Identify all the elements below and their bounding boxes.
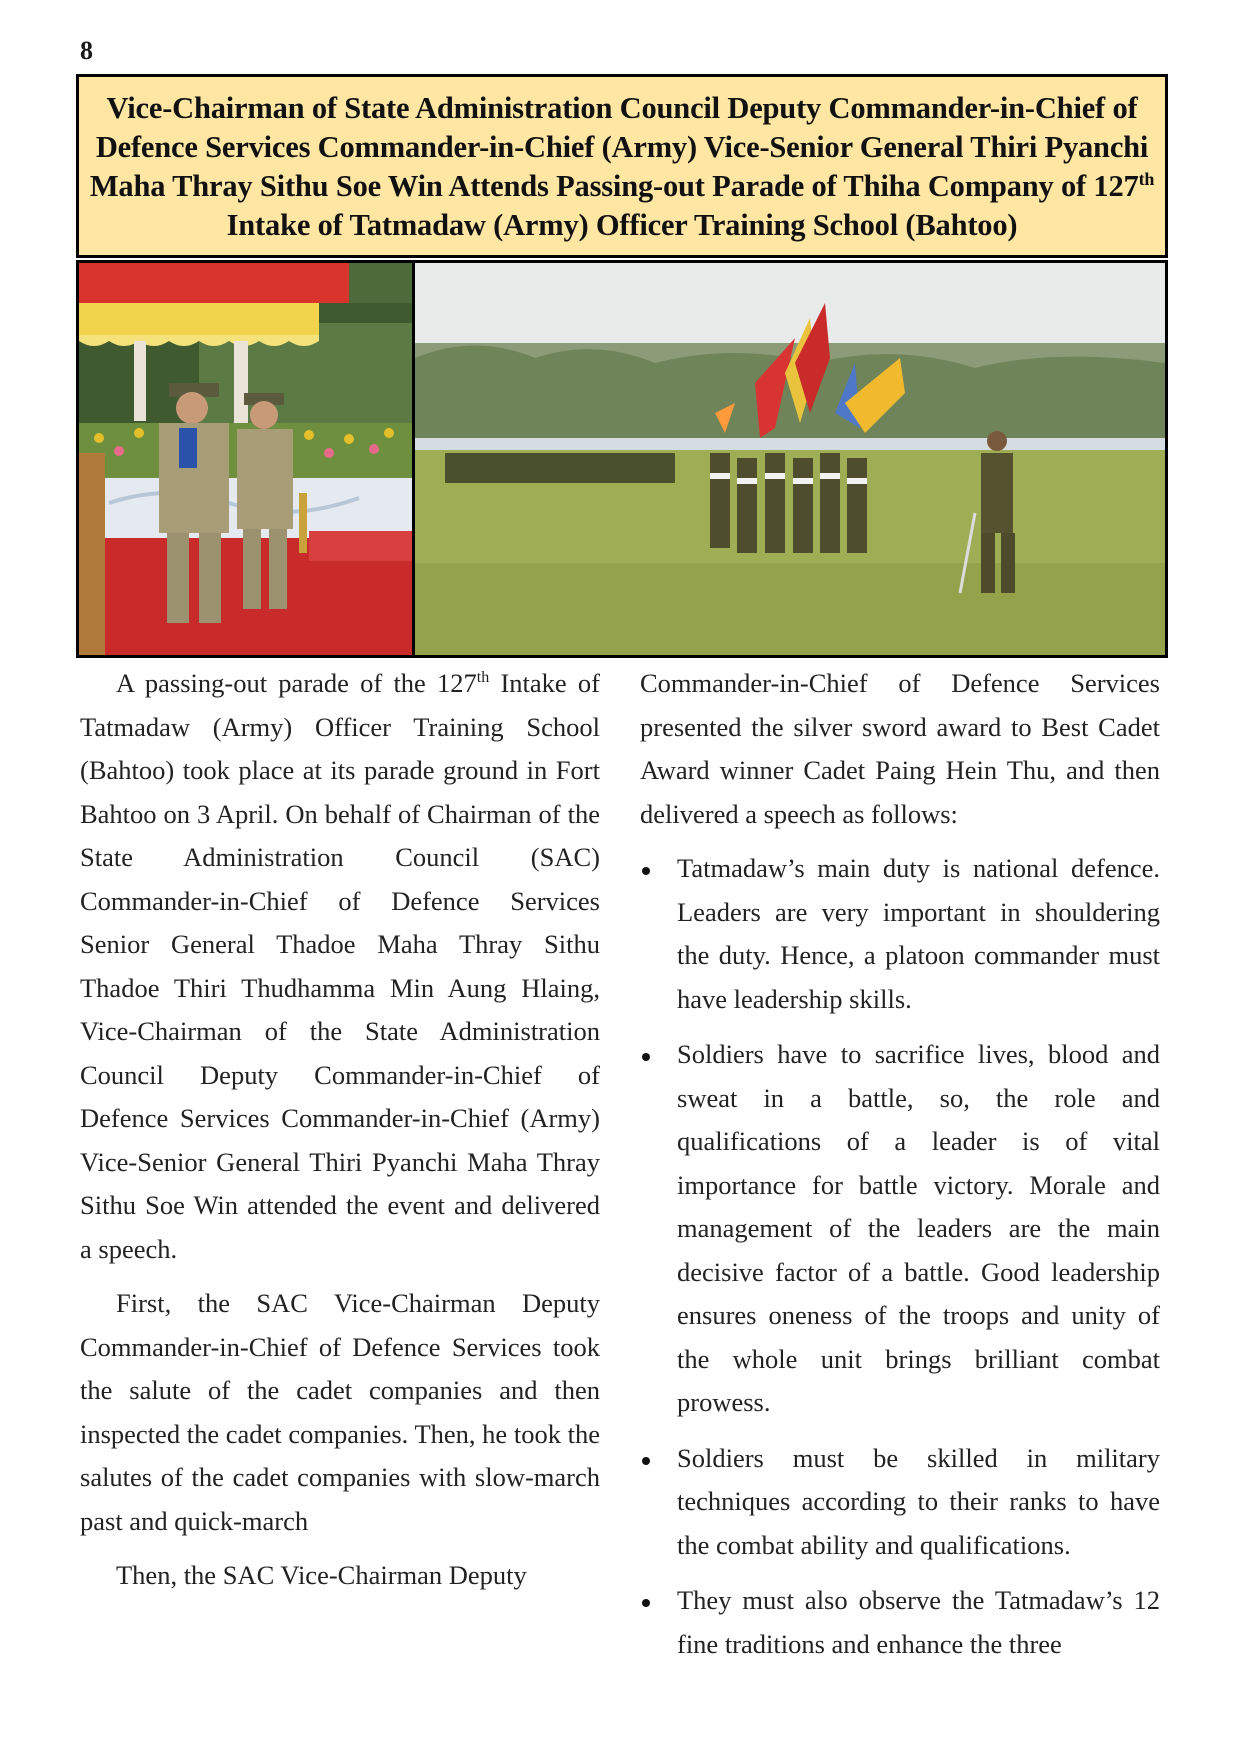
- bullet-icon: [642, 867, 650, 875]
- headline-box: [76, 74, 1168, 258]
- speech-point: Soldiers must be skilled in military techniques according to their ranks to have the combat ability and qualifications.: [640, 1437, 1160, 1568]
- article-column-right: [640, 662, 1160, 1678]
- article-paragraph-3: Then, the SAC Vice-Chairman Deputy: [116, 1560, 527, 1590]
- photo-strip: [76, 260, 1168, 658]
- speech-points-list: [640, 847, 1160, 1666]
- speech-point: Tatmadaw’s main duty is national defence. Leaders are very important in shouldering the duty. Hence, a platoon commander must have leadership skills.: [640, 847, 1160, 1021]
- bullet-icon: [642, 1053, 650, 1061]
- bullet-icon: [642, 1457, 650, 1465]
- article-paragraph-4: Commander-in-Chief of Defence Services presented the silver sword award to Best Cadet Award winner Cadet Paing Hein Thu, and then delivered a speech as follows:: [640, 668, 1160, 829]
- speech-point: Soldiers have to sacrifice lives, blood and sweat in a battle, so, the role and qualifications of a leader is of vital importance for battle victory. Morale and management of the leaders are the main decisive factor of a battle. Good leadership ensures oneness of the troops and unity of the whole unit brings brilliant combat prowess.: [640, 1033, 1160, 1425]
- photo-reviewing-stand: [79, 263, 412, 655]
- article-column-left: [80, 662, 600, 1609]
- speech-point: They must also observe the Tatmadaw’s 12 fine traditions and enhance the three: [640, 1579, 1160, 1666]
- photo-parade-ground: [415, 263, 1165, 655]
- article-headline: Vice-Chairman of State Administration Council Deputy Commander-in-Chief of Defence Services Commander-in-Chief (Army) Vice-Senior General Thiri Pyanchi Maha Thray Sithu Soe Win Attends Passing-out Parade of Thiha Company of 127th Intake of Tatmadaw (Army) Officer Training School (Bahtoo): [89, 91, 1155, 242]
- page-number: 8: [80, 36, 93, 65]
- article-paragraph-2: First, the SAC Vice-Chairman Deputy Commander-in-Chief of Defence Services took the salute of the cadet companies and then inspected the cadet companies. Then, he took the salutes of the cadet companies with slow-march past and quick-march: [80, 1288, 600, 1536]
- bullet-icon: [642, 1599, 650, 1607]
- article-paragraph-1: A passing-out parade of the 127th Intake of Tatmadaw (Army) Officer Training School (Bahtoo) took place at its parade ground in Fort Bahtoo on 3 April. On behalf of Chairman of the State Administration Council (SAC) Commander-in-Chief of Defence Services Senior General Thadoe Maha Thray Sithu Thadoe Thiri Thudhamma Min Aung Hlaing, Vice-Chairman of the State Administration Council Deputy Commander-in-Chief of Defence Services Commander-in-Chief (Army) Vice-Senior General Thiri Pyanchi Maha Thray Sithu Soe Win attended the event and delivered a speech.: [80, 668, 600, 1264]
